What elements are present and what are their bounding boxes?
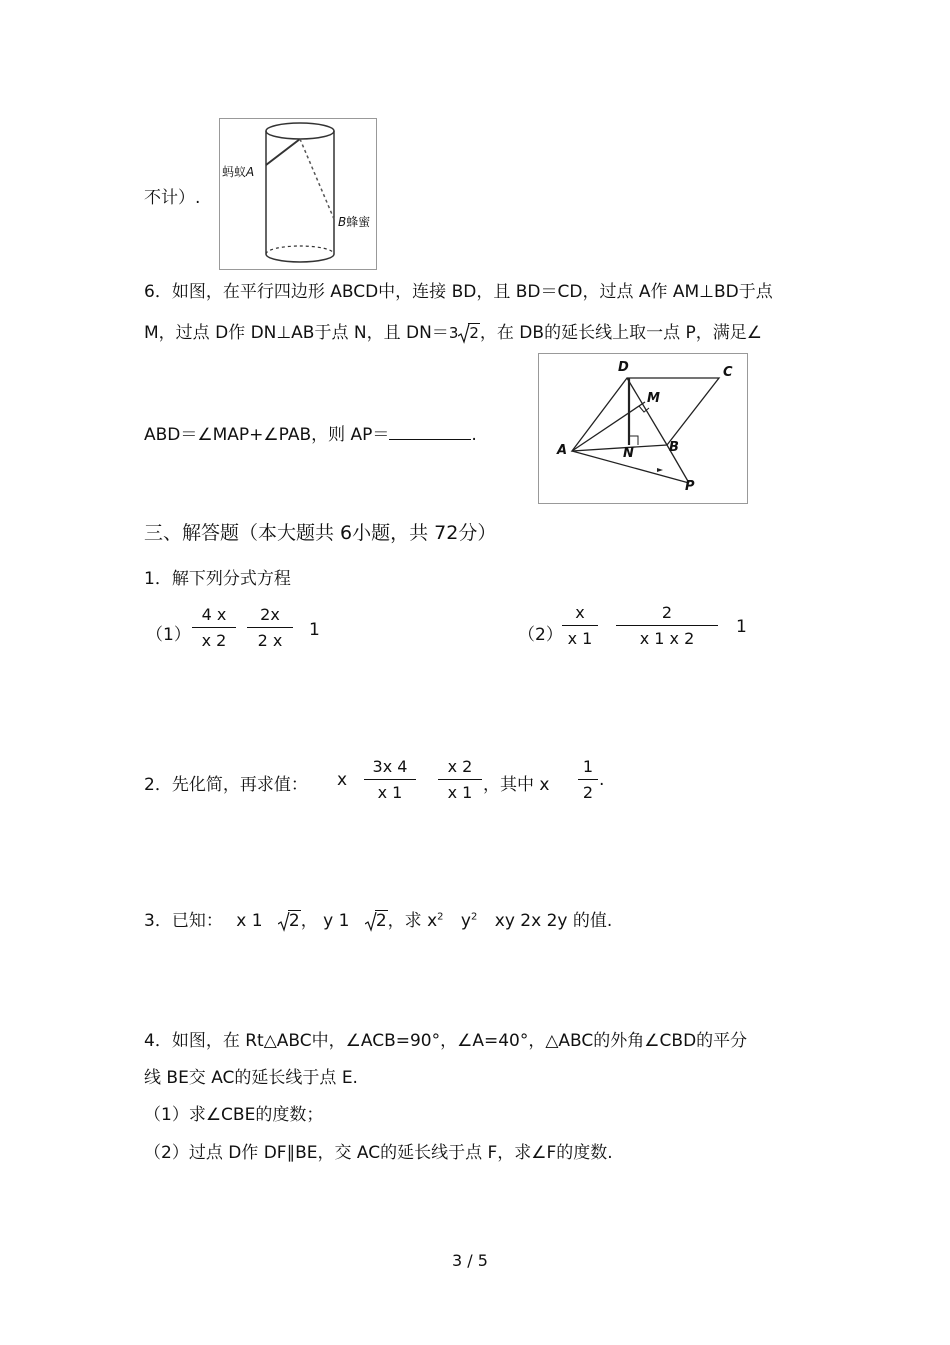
label-N: N: [623, 446, 634, 461]
p4-line3: （1）求∠CBE的度数；: [144, 1105, 324, 1125]
q6-line1: 6．如图，在平行四边形 ABCD中，连接 BD，且 BD＝CD，过点 A作 AM⊥BD于点: [144, 282, 773, 302]
q5-tail-text: 不计）.: [144, 188, 201, 208]
p1-part2-frac2: 2 x 1 x 2: [616, 603, 718, 648]
label-B: B: [669, 440, 679, 455]
sqrt-two-y: 2: [365, 911, 388, 931]
q6-line2: M，过点 D作 DN⊥AB于点 N，且 DN＝3 2，在 DB的延长线上取一点 P，满足∠: [144, 323, 762, 343]
label-P: P: [685, 479, 695, 494]
p4-line2: 线 BE交 AC的延长线于点 E.: [144, 1068, 358, 1088]
p2-frac3: 1 2: [578, 757, 598, 802]
p2-x: x: [337, 770, 348, 790]
p2-frac2: x 2 x 1: [438, 757, 482, 802]
p1-part2-rhs: 1: [736, 617, 747, 637]
p4-line1: 4．如图，在 Rt△ABC中，∠ACB=90°，∠A=40°，△ABC的外角∠CBD的平分: [144, 1031, 748, 1051]
section-heading: 三、解答题（本大题共 6小题，共 72分）: [144, 522, 497, 544]
honey-label: B蜂蜜: [338, 215, 371, 229]
label-D: D: [618, 360, 629, 375]
parallelogram-figure: [538, 353, 748, 504]
sqrt-two: 2: [458, 323, 480, 343]
p2-frac1: 3x 4 x 1: [364, 757, 416, 802]
q6-line3: ABD＝∠MAP+∠PAB，则 AP＝ .: [144, 425, 477, 445]
sqrt-two-x: 2: [278, 911, 301, 931]
ant-label: 蚂蚁A: [222, 165, 255, 179]
page-number: 3 / 5: [452, 1251, 488, 1270]
p3-line: 3．已知： x 1 2， y 1 2，求 $x^2$ $y^2$ xy 2x 2y 的值.: [144, 911, 613, 931]
label-A: A: [557, 443, 568, 458]
p1-part1-frac1: 4 x x 2: [192, 605, 236, 650]
p1-part2-frac1: x x 1: [562, 603, 598, 648]
p4-line4: （2）过点 D作 DF∥BE，交 AC的延长线于点 F，求∠F的度数.: [144, 1143, 613, 1163]
p2-prefix: 2．先化简，再求值：: [144, 775, 308, 795]
p1-part1-label: （1）: [146, 625, 191, 645]
p1-title: 1．解下列分式方程: [144, 569, 291, 589]
answer-blank[interactable]: [389, 439, 471, 440]
parallelogram-drawing: [539, 354, 747, 503]
p1-part1-frac2: 2x 2 x: [247, 605, 293, 650]
p1-part1-rhs: 1: [309, 620, 320, 640]
label-C: C: [723, 365, 733, 380]
p2-mid: ，其中 x: [483, 775, 550, 795]
p2-end: .: [599, 770, 605, 790]
cylinder-drawing: [220, 119, 376, 269]
label-M: M: [647, 391, 660, 406]
p1-part2-label: （2）: [518, 625, 563, 645]
cylinder-figure: [219, 118, 377, 270]
